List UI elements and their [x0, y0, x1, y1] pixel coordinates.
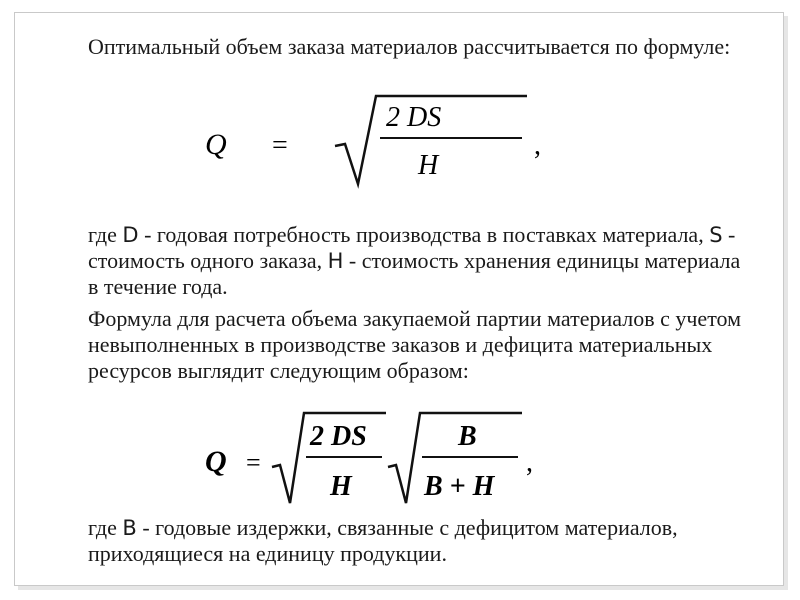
- def2-var-b: B: [122, 516, 137, 540]
- def-part2: - стоимость одного заказа,: [88, 222, 736, 273]
- def-var-d: D: [122, 223, 139, 247]
- intro-paragraph: Оптимальный объем заказа материалов рассчитывается по формуле:: [88, 34, 731, 59]
- formula2-lhs: Q: [205, 445, 227, 478]
- formula2-den2: B + H: [424, 471, 495, 502]
- shortage-definition-paragraph: [88, 515, 748, 567]
- formula1-lhs: Q: [205, 128, 227, 161]
- formula2-num2: B: [458, 421, 477, 452]
- formula1-equals: =: [272, 130, 288, 161]
- formula2-den1: H: [330, 471, 352, 502]
- def-prefix: где: [88, 222, 123, 247]
- def-part1: - годовая потребность производства в поставках материала,: [138, 222, 710, 247]
- second-formula-intro: Формула для расчета объема закупаемой партии материалов с учетом невыполненных в производстве заказов и дефицита материальных ресурсов выглядит следующим образом:: [88, 306, 742, 383]
- definitions-paragraph: [88, 222, 748, 300]
- def-var-s: S: [709, 223, 723, 247]
- formula-optimal-order: [200, 88, 560, 198]
- def2-prefix: где: [88, 515, 123, 540]
- def-var-h: H: [327, 249, 344, 273]
- formula-with-shortage: [200, 405, 560, 515]
- formula1-comma: ,: [534, 130, 541, 161]
- formula1-denominator: H: [418, 150, 439, 181]
- formula2-comma: ,: [526, 447, 533, 478]
- formula2-equals: =: [246, 448, 261, 477]
- def2-rest: - годовые издержки, связанные с дефицитом материалов, приходящиеся на единицу продукции.: [88, 515, 678, 566]
- formula1-numerator: 2 DS: [386, 102, 442, 133]
- def-part3: - стоимость хранения единицы материала в течение года.: [88, 248, 741, 299]
- formula2-num1: 2 DS: [310, 421, 367, 452]
